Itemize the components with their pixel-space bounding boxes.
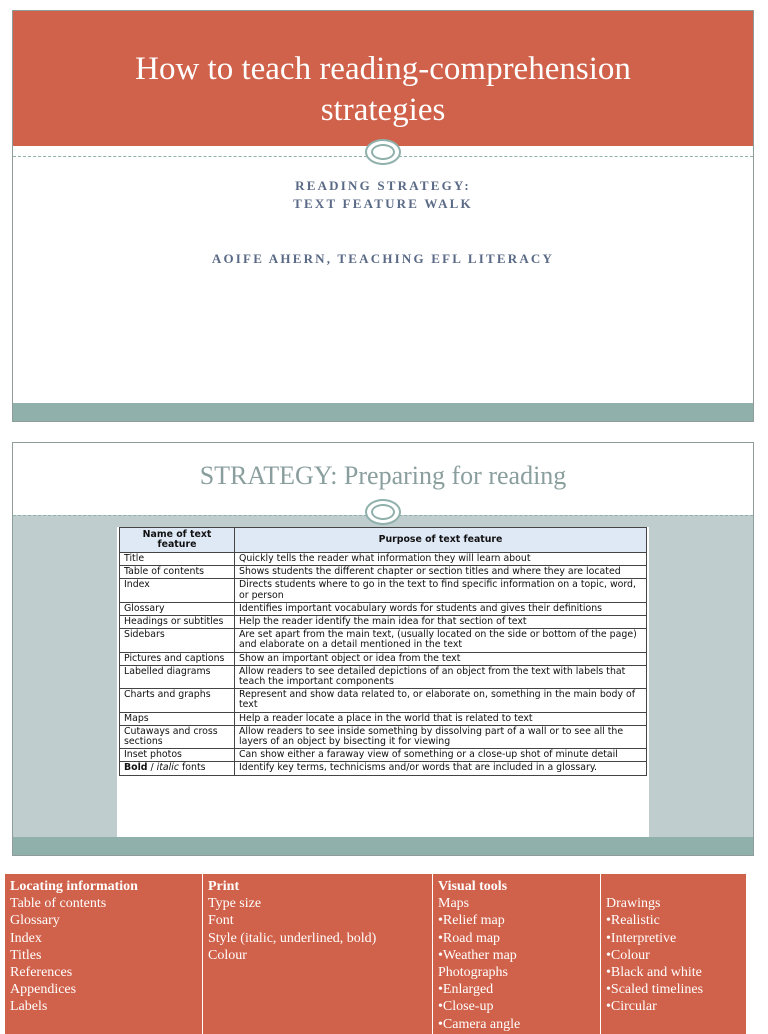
table-row [120,712,647,725]
drawings-column [601,874,746,1034]
column-items [438,895,600,1033]
divider-ornament-icon [365,499,401,525]
table-row [120,629,647,652]
list-item: •Black and white [606,965,702,980]
print-column [203,874,433,1034]
list-item: Maps [438,896,470,912]
locating-information-column [5,874,203,1034]
list-item: •Relief map [438,913,505,929]
feature-purpose: Allow readers to see detailed depictions of an object from the text with labels that teach the important components [235,665,647,688]
list-item: •Scaled timelines [606,982,704,998]
table-row [120,665,647,688]
table-row [120,602,647,615]
column-header-name: Name of text feature [120,528,235,553]
table-header-row [120,528,647,553]
table-row [120,762,647,775]
list-item: Table of contents [10,896,107,912]
feature-name: Headings or subtitles [120,616,235,629]
divider-ornament-icon [365,139,401,165]
table-row [120,566,647,579]
feature-purpose: Are set apart from the main text, (usually located on the side or bottom of the page) and elaborate on a detail mentioned in the text [235,629,647,652]
feature-purpose: Show an important object or idea from the text [235,652,647,665]
list-item: •Camera angle [438,1016,521,1032]
list-item: References [10,965,73,981]
slide-title [13,49,753,131]
column-items [606,895,746,1015]
table-row [120,652,647,665]
list-item: Colour [208,947,247,963]
author-line: AOIFE AHERN, TEACHING EFL LITERACY [211,251,555,266]
feature-purpose: Identify key terms, technicisms and/or words that are included in a glossary. [235,762,647,775]
table-row [120,725,647,748]
subtitle-line-1: READING STRATEGY: [295,178,471,193]
list-item: •Colour [606,947,650,963]
feature-name: Charts and graphs [120,689,235,712]
list-item: •Weather map [438,947,517,963]
slide-title-line-1: How to teach reading-comprehension [135,51,631,87]
feature-name: Table of contents [120,566,235,579]
feature-name: Sidebars [120,629,235,652]
feature-purpose: Help a reader locate a place in the world that is related to text [235,712,647,725]
text-features-categories [5,874,746,1034]
slide-title-line-2: strategies [320,92,446,128]
table-row [120,616,647,629]
column-heading: Print [208,879,240,894]
list-item: Labels [10,999,48,1015]
list-item: •Circular [606,999,657,1015]
feature-purpose: Represent and show data related to, or elaborate on, something in the main body of text [235,689,647,712]
feature-purpose: Allow readers to see inside something by dissolving part of a wall or to see all the layers of an object by bisecting it for viewing [235,725,647,748]
feature-purpose: Shows students the different chapter or section titles and where they are located [235,566,647,579]
list-item: Glossary [10,913,60,929]
list-item: Titles [10,947,42,963]
feature-name: Index [120,579,235,602]
feature-name: Title [120,553,235,566]
title-header-band [13,11,753,146]
visual-tools-column [433,874,601,1034]
strategy-slide [12,442,754,856]
feature-purpose: Can show either a faraway view of something or a close-up shot of minute detail [235,749,647,762]
feature-name: Cutaways and cross sections [120,725,235,748]
feature-purpose: Directs students where to go in the text to find specific information on a topic, word, or person [235,579,647,602]
list-item: •Road map [438,930,501,946]
list-item: Type size [208,896,262,912]
list-item: Appendices [10,982,77,998]
table-row [120,689,647,712]
footer-band [13,403,753,421]
table-row [120,553,647,566]
list-item: •Enlarged [438,982,494,998]
feature-purpose: Help the reader identify the main idea for that section of text [235,616,647,629]
column-heading: Visual tools [438,879,508,894]
subtitle-line-2: TEXT FEATURE WALK [293,196,473,211]
list-item: Drawings [606,896,661,912]
column-header-purpose: Purpose of text feature [235,528,647,553]
column-items [208,895,432,964]
column-heading: Locating information [10,879,138,894]
feature-name: Bold / italic fonts [120,762,235,775]
feature-purpose: Quickly tells the reader what information they will learn about [235,553,647,566]
column-spacer [606,878,746,895]
list-item: •Close-up [438,999,494,1015]
slide-subtitle [13,177,753,213]
list-item: Photographs [438,965,508,981]
feature-name: Inset photos [120,749,235,762]
list-item: Font [208,913,234,929]
list-item: •Interpretive [606,930,677,946]
feature-name: Maps [120,712,235,725]
list-item: •Realistic [606,913,660,929]
text-feature-table-image [117,527,649,851]
footer-band [13,837,753,855]
column-items [10,895,202,1015]
feature-name: Glossary [120,602,235,615]
table-row [120,749,647,762]
list-item: Style (italic, underlined, bold) [208,930,377,946]
title-slide [12,10,754,422]
feature-name: Labelled diagrams [120,665,235,688]
list-item: Index [10,930,42,946]
feature-purpose: Identifies important vocabulary words for students and gives their definitions [235,602,647,615]
text-feature-table [119,527,647,776]
strategy-title: STRATEGY: Preparing for reading [199,461,567,490]
feature-name: Pictures and captions [120,652,235,665]
table-row [120,579,647,602]
